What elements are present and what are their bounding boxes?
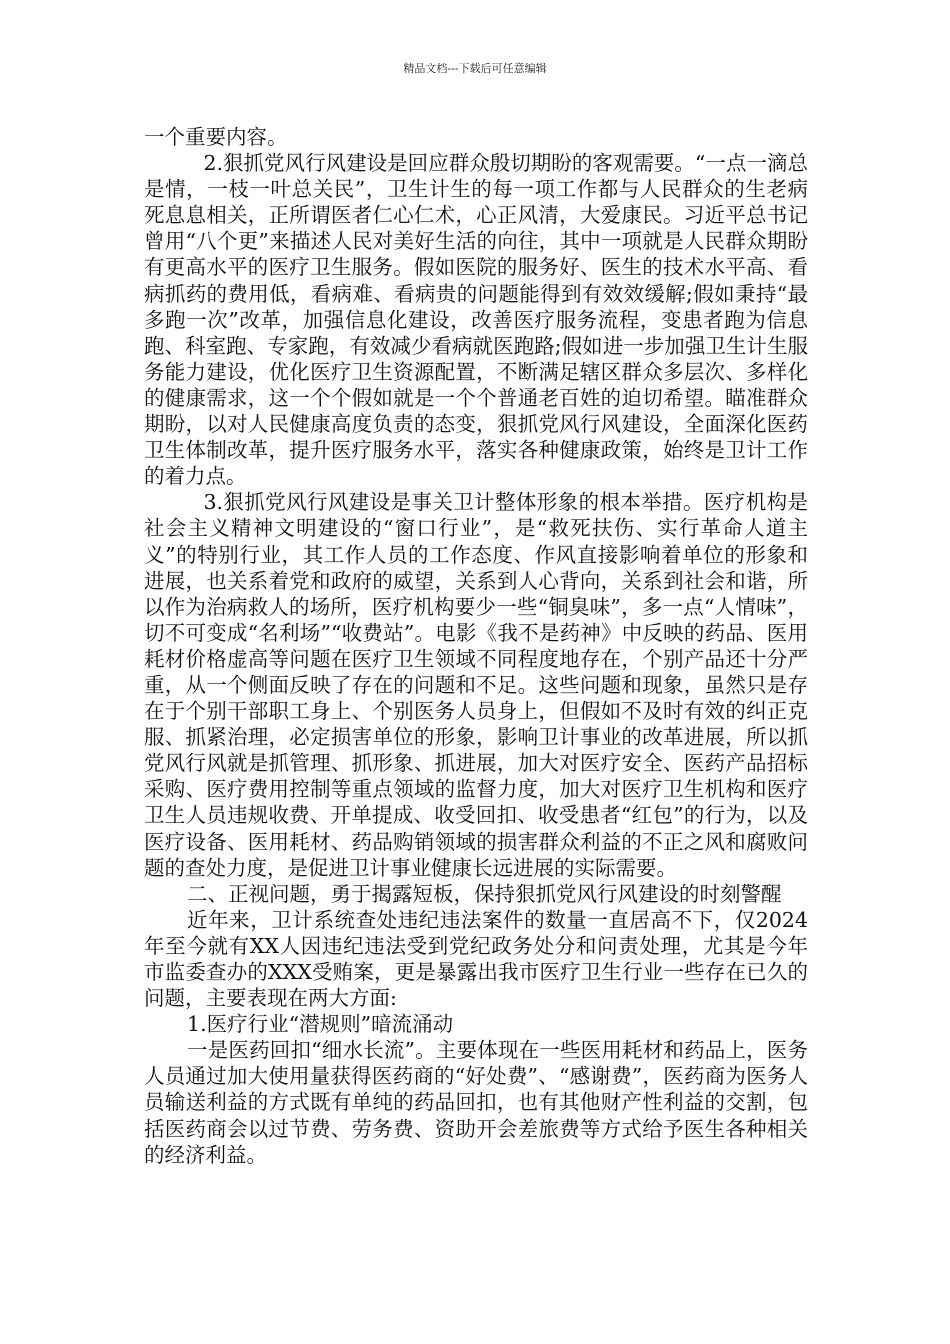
subheading-hidden-rules: 1.医疗行业“潜规则”暗流涌动: [187, 1012, 454, 1037]
section-heading-2: 二、正视问题，勇于揭露短板，保持狠抓党风行风建设的时刻警醒: [187, 881, 782, 906]
document-body: [144, 124, 808, 1168]
paragraph-continuation: 一个重要内容。: [144, 125, 288, 149]
paragraph-point-2: 2.狠抓党风行风建设是回应群众殷切期盼的客观需要。“一点一滴总是情，一枝一叶总关民”，卫生计生的每一项工作都与人民群众的生老病死息息相关，正所谓医者仁心仁术，心正风清，大爱康民。习近平总书记曾用“八个更”来描述人民对美好生活的向往，其中一项就是人民群众期盼有更高水平的医疗卫生服务。假如医院的服务好、医生的技术水平高、看病抓药的费用低，看病难、看病贵的问题能得到有效效缓解;假如秉持“最多跑一次”改革，加强信息化建设，改善医疗服务流程，变患者跑为信息跑、科室跑、专家跑，有效减少看病就医跑路;假如进一步加强卫生计生服务能力建设，优化医疗卫生资源配置，不断满足辖区群众多层次、多样化的健康需求，这一个个假如就是一个个普通老百姓的迫切希望。瞄准群众期盼，以对人民健康高度负责的态变，狠抓党风行风建设，全面深化医药卫生体制改革，提升医疗服务水平，落实各种健康政策，始终是卫计工作的着力点。: [144, 151, 808, 489]
page-header: 精品文档---下载后可任意编辑: [403, 62, 547, 75]
paragraph-kickbacks: 一是医药回扣“细水长流”。主要体现在一些医用耗材和药品上，医务人员通过加大使用量获得医药商的“好处费”、“感谢费”，医药商为医务人员输送利益的方式既有单纯的药品回扣，也有其他财产性利益的交割，包括医药商会以过节费、劳务费、资助开会差旅费等方式给予医生各种相关的经济利益。: [144, 1038, 808, 1167]
paragraph-point-3: 3.狠抓党风行风建设是事关卫计整体形象的根本举措。医疗机构是社会主义精神文明建设的“窗口行业”，是“救死扶伤、实行革命人道主义”的特别行业，其工作人员的工作态度、作风直接影响着单位的形象和进展，也关系着党和政府的威望，关系到人心背向，关系到社会和谐，所以作为治病救人的场所，医疗机构要少一些“铜臭味”，多一点“人情味”，切不可变成“名利场”“收费站”。电影《我不是药神》中反映的药品、医用耗材价格虚高等问题在医疗卫生领域不同程度地存在，个别产品还十分严重，从一个侧面反映了存在的问题和不足。这些问题和现象，虽然只是存在于个别干部职工身上、个别医务人员身上，但假如不及时有效的纠正克服、抓紧治理，必定损害单位的形象，影响卫计事业的改革进展，所以抓党风行风就是抓管理、抓形象、抓进展，加大对医疗安全、医药产品招标采购、医疗费用控制等重点领域的监督力度，加大对医疗卫生机构和医疗卫生人员违规收费、开单提成、收受回扣、收受患者“红包”的行为，以及医疗设备、医用耗材、药品购销领域的损害群众利益的不正之风和腐败问题的查处力度，是促进卫计事业健康长远进展的实际需要。: [144, 490, 808, 880]
paragraph-recent-cases: 近年来，卫计系统查处违纪违法案件的数量一直居高不下，仅2024年至今就有XX人因违纪违法受到党纪政务处分和问责处理，尤其是今年市监委查办的XXX受贿案，更是暴露出我市医疗卫生行业一些存在已久的问题，主要表现在两大方面:: [144, 907, 808, 1011]
